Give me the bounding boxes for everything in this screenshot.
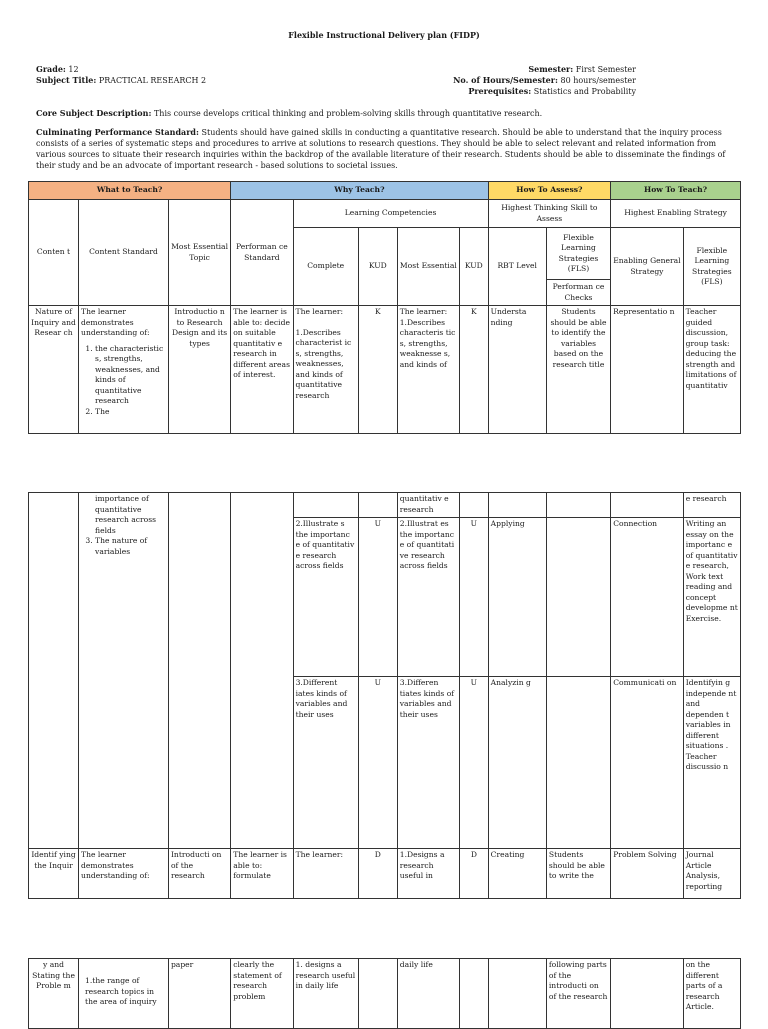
row2-most-essential: 2.Illustrat es the importanc e of quantitati ve research across fields <box>397 518 459 677</box>
hours-line: No. of Hours/Semester: 80 hours/semester <box>453 75 636 85</box>
p3-enabling <box>611 959 684 1029</box>
col-highest-thinking-skill: Highest Thinking Skill to Assess <box>488 200 611 228</box>
p2-most-cont: quantitativ e research <box>397 493 459 518</box>
p3-content-standard: 1.the range of research topics in the area of inquiry <box>79 959 169 1029</box>
p2-content <box>29 493 79 849</box>
row1-fls-2: Teacher guided discussion, group task: deducing the strength and limitations of quantitativ <box>683 306 740 434</box>
p3-topic: paper <box>168 959 230 1029</box>
row4-fls-2: Journal Article Analysis, reporting <box>683 849 740 899</box>
col-rbt-level: RBT Level <box>488 228 546 306</box>
row4-topic: Introducti on of the research <box>168 849 230 899</box>
p3-rbt <box>488 959 546 1029</box>
row2-rbt: Applying <box>488 518 546 677</box>
row1-enabling: Representatio n <box>611 306 684 434</box>
row2-kud-2: U <box>460 518 489 677</box>
p2-fls2-cont: e research <box>683 493 740 518</box>
col-learning-competencies: Learning Competencies <box>293 200 488 228</box>
document-title: Flexible Instructional Delivery plan (FIDP) <box>288 30 480 40</box>
header-what-to-teach: What to Teach? <box>29 182 231 200</box>
row1-rbt: Understa nding <box>488 306 546 434</box>
row1-kud-1: K <box>358 306 397 434</box>
semester-line: Semester: First Semester <box>528 64 636 74</box>
row4-enabling: Problem Solving <box>611 849 684 899</box>
p3-most-essential: daily life <box>397 959 459 1029</box>
left-meta <box>36 64 206 86</box>
row1-complete: The learner: 1.Describes characterist ic s, strengths, weaknesses, and kinds of quantitative research <box>293 306 358 434</box>
p3-kud-1 <box>358 959 397 1029</box>
row3-complete: 3.Different iates kinds of variables and their uses <box>293 677 358 849</box>
col-fls-2: Flexible Learning Strategies (FLS) <box>683 228 740 306</box>
row4-most-essential: 1.Designs a research useful in <box>397 849 459 899</box>
p2-rbt-cont <box>488 493 546 518</box>
row1-performance-standard: The learner is able to: decide on suitable quantitativ e research in different areas of interest. <box>231 306 293 434</box>
prereq-line: Prerequisites: Statistics and Probability <box>468 86 636 96</box>
p2-complete-cont <box>293 493 358 518</box>
row3-kud-1: U <box>358 677 397 849</box>
fidp-table-page2 <box>28 492 741 899</box>
subject-line: Subject Title: PRACTICAL RESEARCH 2 <box>36 75 207 85</box>
right-meta <box>453 64 636 97</box>
p2-standard-item: 3. The nature of variables <box>95 536 166 557</box>
p2-topic <box>168 493 230 849</box>
p3-fls: following parts of the introducti on of the research <box>546 959 610 1029</box>
row2-fls-2: Writing an essay on the importanc e of quantitativ e research, Work text reading and concept developme nt Exercise. <box>683 518 740 677</box>
col-most-essential: Most Essential <box>397 228 459 306</box>
header-how-to-assess: How To Assess? <box>488 182 611 200</box>
row1-kud-2: K <box>460 306 489 434</box>
row3-most-essential: 3.Differen tiates kinds of variables and their uses <box>397 677 459 849</box>
row1-topic: Introductio n to Research Design and its types <box>168 306 230 434</box>
row4-rbt: Creating <box>488 849 546 899</box>
col-highest-enabling-strategy: Highest Enabling Strategy <box>611 200 741 228</box>
col-performance-checks: Performan ce Checks <box>546 280 610 306</box>
culminating-standard: Culminating Performance Standard: Students should have gained skills in conducting a quantitative research. Should be able to understand that the inquiry process consists of a series of systematic steps and procedures to arrive at solutions to research questions. They should be able to select relevant and related information from various sources to situate their research inquiries within the backdrop of the available literature of their research. Students should be able to disseminate the findings of their study and be an advocate of important research - based solutions to societal issues. <box>36 127 726 170</box>
p3-performance-standard: clearly the statement of research problem <box>231 959 293 1029</box>
col-complete: Complete <box>293 228 358 306</box>
row4-fls: Students should be able to write the <box>546 849 610 899</box>
row3-rbt: Analyzin g <box>488 677 546 849</box>
col-most-essential-topic: Most Essential Topic <box>168 200 230 306</box>
grade-line: Grade: 12 <box>36 64 79 74</box>
row2-complete: 2.Illustrate s the importanc e of quantitativ e research across fields <box>293 518 358 677</box>
row3-fls-2: Identifyin g independe nt and dependen t variables in different situations . Teacher discussio n <box>683 677 740 849</box>
p2-performance-standard <box>231 493 293 849</box>
row4-complete: The learner: <box>293 849 358 899</box>
row3-enabling: Communicati on <box>611 677 684 849</box>
col-content: Conten t <box>29 200 79 306</box>
p3-kud-2 <box>460 959 489 1029</box>
row1-standard-item: 1. the characteristic s, strengths, weaknesses, and kinds of quantitative research <box>95 344 166 407</box>
row1-standard-item: 2. The <box>95 407 166 418</box>
row2-fls <box>546 518 610 677</box>
p2-kud2-cont <box>460 493 489 518</box>
col-performance-standard: Performan ce Standard <box>231 200 293 306</box>
p2-content-standard: importance of quantitative research across fields 3. The nature of variables <box>79 493 169 849</box>
row3-kud-2: U <box>460 677 489 849</box>
header-how-to-teach: How To Teach? <box>611 182 741 200</box>
p3-content: y and Stating the Proble m <box>29 959 79 1029</box>
row2-enabling: Connection <box>611 518 684 677</box>
row1-content: Nature of Inquiry and Resear ch <box>29 306 79 434</box>
row1-fls: Students should be able to identify the variables based on the research title <box>546 306 610 434</box>
row4-kud-1: D <box>358 849 397 899</box>
row4-performance-standard: The learner is able to: formulate <box>231 849 293 899</box>
fidp-table-page1 <box>28 181 741 434</box>
col-kud-2: KUD <box>460 228 489 306</box>
row3-fls <box>546 677 610 849</box>
p3-fls-2: on the different parts of a research Article. <box>683 959 740 1029</box>
col-kud-1: KUD <box>358 228 397 306</box>
row4-kud-2: D <box>460 849 489 899</box>
header-why-teach: Why Teach? <box>231 182 488 200</box>
row4-content: Identif ying the Inquir <box>29 849 79 899</box>
p2-enabling-cont <box>611 493 684 518</box>
p3-complete: 1. designs a research useful in daily life <box>293 959 358 1029</box>
core-description: Core Subject Description: This course develops critical thinking and problem-solving skills through quantitative research. <box>36 108 543 118</box>
p2-fls-cont <box>546 493 610 518</box>
col-content-standard: Content Standard <box>79 200 169 306</box>
col-fls: Flexible Learning Strategies (FLS) <box>546 228 610 280</box>
row1-content-standard: The learner demonstrates understanding of: 1. the characteristic s, strengths, weaknesses, and kinds of quantitative research 2. The <box>79 306 169 434</box>
row1-most-essential: The learner: 1.Describes characteris tic s, strengths, weaknesse s, and kinds of <box>397 306 459 434</box>
row2-kud-1: U <box>358 518 397 677</box>
row4-content-standard: The learner demonstrates understanding of: <box>79 849 169 899</box>
fidp-table-page3 <box>28 958 741 1029</box>
p2-kud1-cont <box>358 493 397 518</box>
col-enabling-general-strategy: Enabling General Strategy <box>611 228 684 306</box>
